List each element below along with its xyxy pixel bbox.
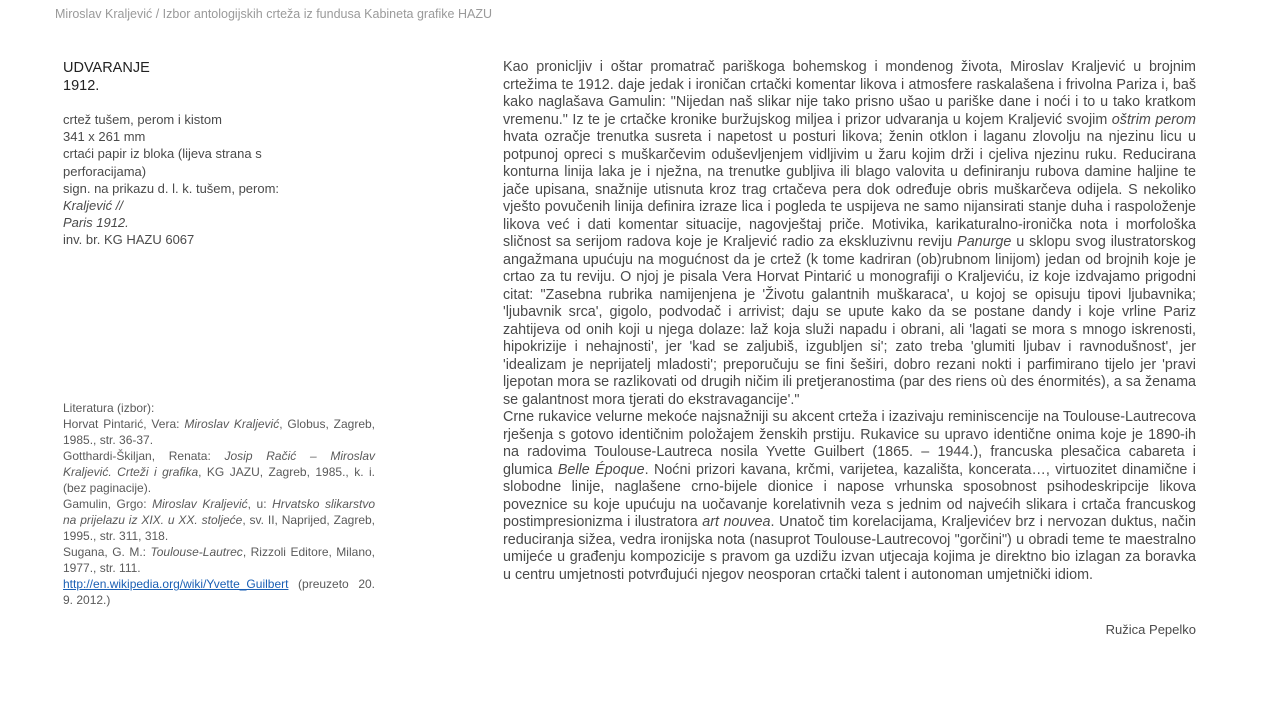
literature-web-ref: http://en.wikipedia.org/wiki/Yvette_Guilbert (preuzeto 20. 9. 2012.) [63, 577, 375, 607]
literature-section [63, 400, 375, 608]
essay-paragraph-1: Kao pronicljiv i oštar promatrač pariškoga bohemskog i mondenog života, Miroslav Kraljević u brojnim crtežima te 1912. daje jedak i ironičan crtački komentar likova i atmosfere raskalašena i frivolna Pariza i, baš kako naglašava Gamulin: "Nijedan naš slikar nije tako prisno ušao u pariške dane i noći i to u tako kratkom vremenu." Iz te je crtačke kronike buržujskog miljea i prizor udvaranja u kojem Kraljević svojim oštrim perom hvata ozračje trenutka susreta i napetost u posturi likova; ženin otklon i laganu zlovolju na njezinu licu u potpunoj opreci s muškarčevim oduševljenjem vidljivim u žaru kojim drži i cjeliva njezinu ruku. Reducirana konturna linija laka je i nježna, na trenutke gubljiva ili blago valovita u definiranju rubova damine haljine te jače upisana, snažnije utisnuta kroz trag crtačeva pera dok određuje obris muškarčeva odijela. S nekoliko vješto povučenih linija definira izraze lica i pogleda te uspijeva ne samo nijansirati stanje duha i raspoloženje likova već i dati komentar situacije, nagovještaj priče. Motivika, karikaturalno-ironička nota i morfološka sličnost sa serijom radova koje je Kraljević radio za ekskluzivnu reviju Panurge u sklopu svog ilustratorskog angažmana upućuju na mogućnost da je crtež (k tome kadriran (ob)rubnom linijom) jedan od brojnih koje je crtao za tu reviju. O njoj je pisala Vera Horvat Pintarić u monografiji o Kraljeviću, iz koje izdvajamo prigodni citat: "Zasebna rubrika namijenjena je 'Životu galantnih muškaraca', u kojoj se opisuju tipovi ljubavnika; 'ljubavnik srca', gigolo, podvodač i arrivist; daju se upute kako da se postane dandy i koje vrline Pariz zahtijeva od onih koji u njega dolaze: laž koja služi napadu i obrani, ali 'lagati se mora s mnogo iskrenosti, hipokrizije i nehajnosti', jer 'kad se zaljubiš, izgubljen si'; zato treba 'glumiti ljubav i ravnodušnost', jer 'idealizam je neprijatelj mladosti'; preporučuju se fini šeširi, dobro rezani nokti i parfimirano tijelo jer 'pravi ljepotan mora se razlikovati od drugih ničim ili pretjeranostima (par des riens où des énormités), a sa ženama se galantnost mora tjerati do ekstravagancije'." [503, 59, 1196, 408]
essay-text [503, 59, 1196, 584]
artwork-title: UDVARANJE [63, 60, 150, 76]
artwork-details [63, 111, 303, 249]
paper: crtaći papir iz bloka (lijeva strana s perforacijama) [63, 146, 262, 179]
artwork-title-block [63, 59, 150, 95]
dimensions: 341 x 261 mm [63, 129, 146, 145]
literature-heading: Literatura (izbor): [63, 401, 155, 415]
signature-label: sign. na prikazu d. l. k. tušem, perom: [63, 180, 280, 196]
signature-line-1: Kraljević // [63, 198, 123, 214]
signature-line-2: Paris 1912. [63, 215, 129, 231]
essay-paragraph-2: Crne rukavice velurne mekoće najsnažniji su akcent crteža i izazivaju reminiscencije na Toulouse-Lautrecova rješenja s gotovo identičnim položajem ženskih prstiju. Rukavice su upravo identične onima koje je 1890-ih na radovima Toulouse-Lautreca nosila Yvette Guilbert (1865. – 1944.), francuska plesačica cabareta i glumica Belle Époque. Noćni prizori kavana, krčmi, varijetea, kazališta, koncerata…, virtuozitet dinamične i slobodne linije, naglašene crno-bijele dionice i napose vrhunska sposobnost psihodeskripcije likova poveznice su koje upućuju na uočavanje korelativnih veza s jednim od najvećih slikara i crtača francuskog postimpresionizma i ilustratora art nouvea. Unatoč tim korelacijama, Kraljevićev brz i nervozan duktus, način reduciranja sižea, vedra ironijska nota (nasuprot Toulouse-Lautrecovoj "gorčini") u obradi teme te maestralno umijeće u građenju kompozicije s pravom ga uzdižu izvan utjecaja kojima je direktno bio izlagan za boravka u centru umjetnosti potvrđujući njegov neosporan crtački talent i autonoman umjetnički idiom. [503, 409, 1196, 583]
inventory-number: inv. br. KG HAZU 6067 [63, 232, 195, 248]
author-signature: Ružica Pepelko [1105, 622, 1196, 637]
literature-ref: Gotthardi-Škiljan, Renata: Josip Račić – Miroslav Kraljević. Crteži i grafika, KG JAZU, Zagreb, 1985., k. i. (bez paginacije). [63, 449, 376, 495]
technique: crtež tušem, perom i kistom [63, 112, 222, 127]
page-header: Miroslav Kraljević / Izbor antologijskih crteža iz fundusa Kabineta grafike HAZU [55, 7, 492, 21]
literature-ref: Horvat Pintarić, Vera: Miroslav Kraljević, Globus, Zagreb, 1985., str. 36-37. [63, 417, 375, 447]
wikipedia-link[interactable]: http://en.wikipedia.org/wiki/Yvette_Guilbert [63, 577, 289, 591]
artwork-year: 1912. [63, 78, 100, 94]
literature-ref: Gamulin, Grgo: Miroslav Kraljević, u: Hrvatsko slikarstvo na prijelazu iz XIX. u XX. stoljeće, sv. II, Naprijed, Zagreb, 1995., str. 311, 318. [63, 497, 376, 543]
literature-ref: Sugana, G. M.: Toulouse-Lautrec, Rizzoli Editore, Milano, 1977., str. 111. [63, 545, 375, 575]
